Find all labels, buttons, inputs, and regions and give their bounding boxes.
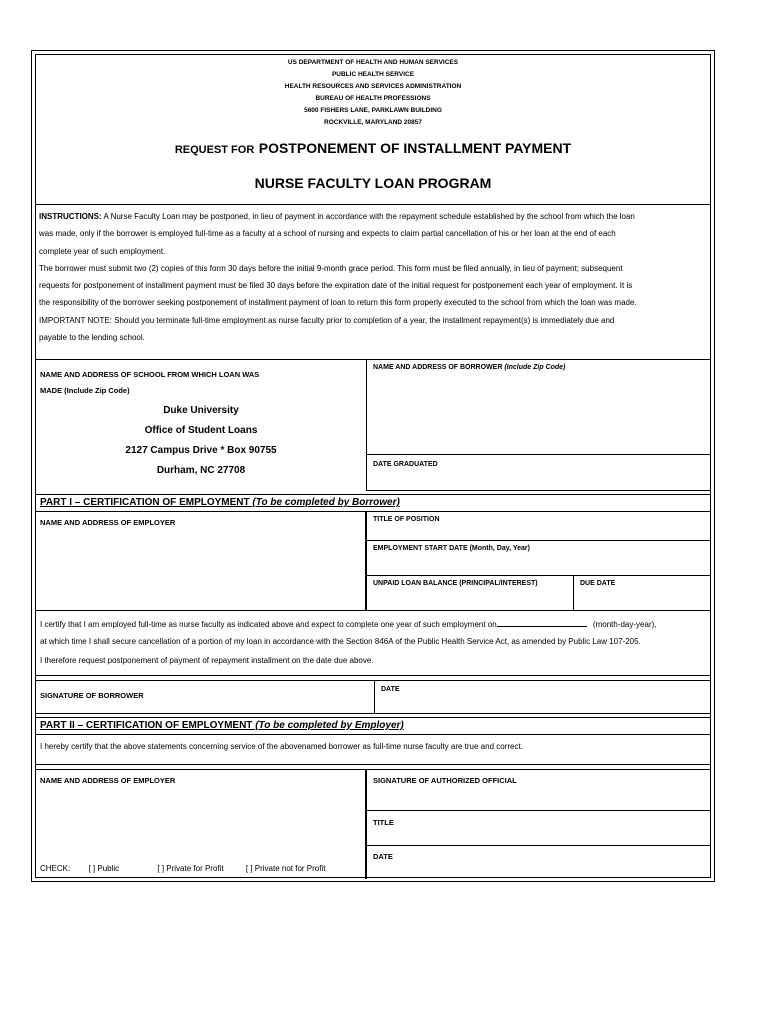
- borrower-name-box[interactable]: [366, 360, 710, 455]
- instructions-line-7: IMPORTANT NOTE: Should you terminate full-time employment as nurse faculty prior to completion of a year, the installment repayment(s) is immediately due and: [39, 315, 615, 325]
- agency-header: [36, 55, 710, 199]
- unpaid-balance-label: UNPAID LOAN BALANCE (PRINCIPAL/INTEREST): [373, 580, 538, 587]
- school-city: Durham, NC 27708: [156, 465, 246, 476]
- part1-heading-bar: [35, 494, 711, 511]
- part1-cert-line-1: I certify that I am employed full-time as nurse faculty as indicated above and expect to complete one year of such employment on (month-day-year),: [40, 620, 657, 629]
- authorized-official-label: SIGNATURE OF AUTHORIZED OFFICIAL: [373, 776, 517, 785]
- part2-certification-box: [35, 734, 711, 765]
- part2-employer-box[interactable]: [36, 769, 366, 879]
- borrower-date-label: DATE: [381, 686, 400, 693]
- instructions-line-1: INSTRUCTIONS: A Nurse Faculty Loan may be postponed, in lieu of payment in accordance with the repayment schedule established by the school from which the loan: [39, 212, 635, 221]
- employment-completion-date-blank[interactable]: [497, 618, 587, 627]
- header-line-6: ROCKVILLE, MARYLAND 20857: [324, 119, 422, 126]
- header-line-5: 5600 FISHERS LANE, PARKLAWN BUILDING: [304, 107, 442, 114]
- part1-employer-box[interactable]: [36, 511, 366, 611]
- form-outer-frame: [31, 50, 715, 882]
- part1-cert-line-2: at which time I shall secure cancellation of a portion of my loan in accordance with the Section 846A of the Public Health Service Act, as amended by Public Law 107-205.: [40, 637, 641, 646]
- borrower-signature-label: SIGNATURE OF BORROWER: [40, 691, 144, 700]
- part2-date-box[interactable]: [366, 845, 710, 879]
- school-label-line-2: MADE (Include Zip Code): [40, 386, 130, 395]
- school-street: 2127 Campus Drive * Box 90755: [125, 445, 277, 456]
- check-private-for-profit[interactable]: [ ] Private for Profit: [157, 864, 224, 873]
- school-section: [36, 364, 366, 494]
- part2-date-label: DATE: [373, 852, 393, 861]
- part1-heading: PART I – CERTIFICATION OF EMPLOYMENT (To be completed by Borrower): [40, 497, 400, 508]
- form-title-main: POSTPONEMENT OF INSTALLMENT PAYMENT: [258, 140, 572, 156]
- part1-cert-line-3: I therefore request postponement of payment of repayment installment on the date due above.: [40, 656, 374, 665]
- employer-type-check: [40, 864, 325, 873]
- part2-title-box[interactable]: [366, 810, 710, 846]
- school-name: Duke University: [163, 405, 239, 416]
- form-title-prefix: REQUEST FOR: [174, 144, 255, 156]
- header-line-3: HEALTH RESOURCES AND SERVICES ADMINISTRATION: [284, 83, 462, 90]
- borrower-signature-box[interactable]: [36, 680, 375, 714]
- part2-heading: PART II – CERTIFICATION OF EMPLOYMENT (To be completed by Employer): [40, 720, 404, 731]
- unpaid-balance-box[interactable]: [366, 575, 574, 611]
- instructions-box: [35, 204, 711, 360]
- instructions-line-8: payable to the lending school.: [39, 333, 145, 343]
- instructions-line-2: was made, only if the borrower is employed full-time as a faculty at a school of nursing and expects to claim partial cancellation of his or her loan at the end of each: [39, 229, 616, 239]
- title-of-position-box[interactable]: [366, 511, 710, 541]
- part2-heading-bar: [35, 717, 711, 734]
- instructions-line-6: the responsibility of the borrower seeking postponement of installment payment of loan to return this form properly executed to the school from which the loan was made.: [39, 298, 637, 308]
- date-graduated-box[interactable]: [366, 455, 710, 491]
- instructions-line-5: requests for postponement of installment payment must be filed 30 days before the expiration date of the initial request for postponement each year of employment. It is: [39, 281, 633, 291]
- title-of-position-label: TITLE OF POSITION: [373, 516, 440, 523]
- check-label: CHECK:: [40, 864, 71, 873]
- check-public[interactable]: [ ] Public: [88, 864, 120, 873]
- form-inner-frame: [35, 54, 711, 878]
- part2-title-label: TITLE: [373, 818, 394, 827]
- part1-employer-label: NAME AND ADDRESS OF EMPLOYER: [40, 518, 176, 527]
- employment-start-date-box[interactable]: [366, 540, 710, 576]
- instructions-line-3: complete year of such employment.: [39, 246, 166, 256]
- due-date-box[interactable]: [573, 575, 710, 611]
- form-title: [36, 140, 710, 158]
- header-line-4: BUREAU OF HEALTH PROFESSIONS: [315, 95, 431, 102]
- header-line-1: US DEPARTMENT OF HEALTH AND HUMAN SERVICES: [287, 59, 459, 66]
- date-graduated-label: DATE GRADUATED: [373, 461, 438, 468]
- program-name: NURSE FACULTY LOAN PROGRAM: [254, 175, 492, 191]
- authorized-official-signature-box[interactable]: [366, 769, 710, 811]
- part2-employer-label: NAME AND ADDRESS OF EMPLOYER: [40, 776, 176, 785]
- school-label-line-1: NAME AND ADDRESS OF SCHOOL FROM WHICH LOAN WAS: [40, 370, 260, 379]
- borrower-date-box[interactable]: [374, 680, 710, 714]
- part1-certification-box: [35, 610, 711, 676]
- employment-start-date-label: EMPLOYMENT START DATE (Month, Day, Year): [373, 545, 530, 552]
- borrower-label: NAME AND ADDRESS OF BORROWER (Include Zip Code): [373, 364, 566, 371]
- part2-cert-line: I hereby certify that the above statements concerning service of the abovenamed borrower as full-time nurse faculty are true and correct.: [40, 742, 523, 751]
- header-line-2: PUBLIC HEALTH SERVICE: [331, 71, 415, 78]
- check-private-not-for-profit[interactable]: [ ] Private not for Profit: [245, 864, 326, 873]
- instructions-line-4: The borrower must submit two (2) copies of this form 30 days before the initial 9-month grace period. This form must be filed annually, in lieu of payment; subsequent: [39, 263, 623, 273]
- school-office: Office of Student Loans: [144, 425, 258, 436]
- due-date-label: DUE DATE: [580, 580, 616, 587]
- instructions-label: INSTRUCTIONS:: [39, 212, 102, 221]
